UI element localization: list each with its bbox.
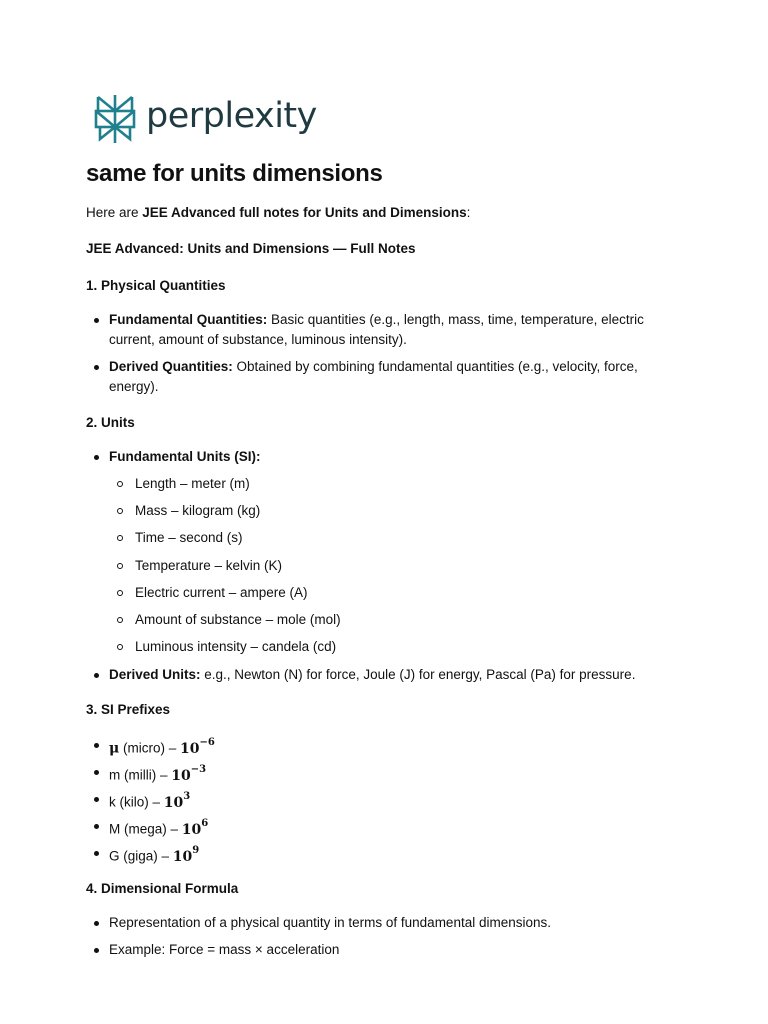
prefix-value: $10^{-6}$: [180, 737, 215, 757]
intro-prefix: Here are: [86, 205, 143, 220]
item-label: Fundamental Quantities:: [109, 312, 268, 327]
bullet-icon: [94, 365, 99, 370]
unit-text: Temperature – kelvin (K): [135, 558, 283, 573]
prefix-symbol: G: [109, 848, 120, 864]
circle-bullet-icon: [117, 590, 123, 596]
sub-list-item: [110, 610, 341, 630]
bullet-icon: [94, 455, 99, 460]
section-heading-units: 2. Units: [86, 415, 135, 430]
doc-heading: JEE Advanced: Units and Dimensions — Full Notes: [86, 241, 416, 256]
list-item: [86, 762, 676, 786]
item-text: Basic quantities (e.g., length, mass, time, temperature, electric current, amount of substance, luminous intensity).: [109, 312, 644, 347]
sub-list-item: [110, 528, 243, 548]
prefix-symbol: μ: [109, 740, 120, 757]
item-text: Example: Force = mass × acceleration: [109, 942, 340, 957]
prefix-value: $10^3$: [163, 791, 191, 811]
sub-list-item: [110, 501, 260, 521]
unit-text: Luminous intensity – candela (cd): [135, 639, 337, 654]
unit-text: Time – second (s): [135, 530, 243, 545]
bullet-icon: [94, 673, 99, 678]
circle-bullet-icon: [117, 481, 123, 487]
item-label: Fundamental Units (SI):: [109, 449, 261, 464]
list-item: [86, 665, 676, 685]
circle-bullet-icon: [117, 535, 123, 541]
list-item: [86, 789, 676, 813]
intro-suffix: :: [466, 205, 471, 220]
list-item: [86, 843, 676, 867]
intro-paragraph: [86, 203, 470, 223]
intro-bold: JEE Advanced full notes for Units and Dimensions: [142, 205, 467, 220]
prefix-value: $10^6$: [181, 818, 209, 838]
sub-list-item: [110, 556, 282, 576]
unit-text: Electric current – ampere (A): [135, 585, 308, 600]
prefix-value: $10^{-3}$: [171, 764, 207, 784]
list-item: [86, 447, 676, 467]
sub-list-item: [110, 474, 250, 494]
bullet-icon: [94, 318, 99, 323]
circle-bullet-icon: [117, 563, 123, 569]
list-item: [86, 310, 676, 350]
unit-text: Length – meter (m): [135, 476, 250, 491]
perplexity-wordmark: perplexity: [146, 95, 317, 136]
bullet-icon: [94, 851, 99, 856]
sub-list-item: [110, 637, 336, 657]
list-item: [86, 735, 676, 759]
bullet-icon: [94, 824, 99, 829]
unit-text: Amount of substance – mole (mol): [135, 612, 341, 627]
item-text: Obtained by combining fundamental quantities (e.g., velocity, force, energy).: [109, 359, 638, 394]
item-text: e.g., Newton (N) for force, Joule (J) for energy, Pascal (Pa) for pressure.: [200, 667, 636, 682]
perplexity-logo: [94, 93, 317, 145]
prefix-label: (giga) –: [119, 848, 173, 864]
bullet-icon: [94, 797, 99, 802]
section-heading-physical-quantities: 1. Physical Quantities: [86, 278, 226, 293]
prefix-label: (milli) –: [120, 767, 172, 783]
item-label: Derived Quantities:: [109, 359, 233, 374]
prefix-symbol: m: [109, 767, 121, 783]
circle-bullet-icon: [117, 644, 123, 650]
list-item: [86, 357, 676, 397]
list-item: [86, 913, 676, 933]
list-item: [86, 816, 676, 840]
prefix-label: (kilo) –: [115, 794, 164, 810]
unit-text: Mass – kilogram (kg): [135, 503, 261, 518]
prefix-label: (micro) –: [119, 740, 180, 756]
item-label: Derived Units:: [109, 667, 201, 682]
prefix-label: (mega) –: [120, 821, 182, 837]
bullet-icon: [94, 948, 99, 953]
prefix-value: $10^9$: [172, 845, 200, 865]
prefix-symbol: k: [109, 794, 116, 810]
list-item: [86, 940, 676, 960]
circle-bullet-icon: [117, 617, 123, 623]
page-title: same for units dimensions: [86, 160, 383, 187]
prefix-symbol: M: [109, 821, 121, 837]
perplexity-logo-icon: [94, 93, 136, 145]
bullet-icon: [94, 921, 99, 926]
item-text: Representation of a physical quantity in terms of fundamental dimensions.: [109, 915, 551, 930]
section-heading-si-prefixes: 3. SI Prefixes: [86, 702, 171, 717]
section-heading-dimensional-formula: 4. Dimensional Formula: [86, 881, 239, 896]
circle-bullet-icon: [117, 508, 123, 514]
bullet-icon: [94, 770, 99, 775]
sub-list-item: [110, 583, 308, 603]
bullet-icon: [94, 743, 99, 748]
